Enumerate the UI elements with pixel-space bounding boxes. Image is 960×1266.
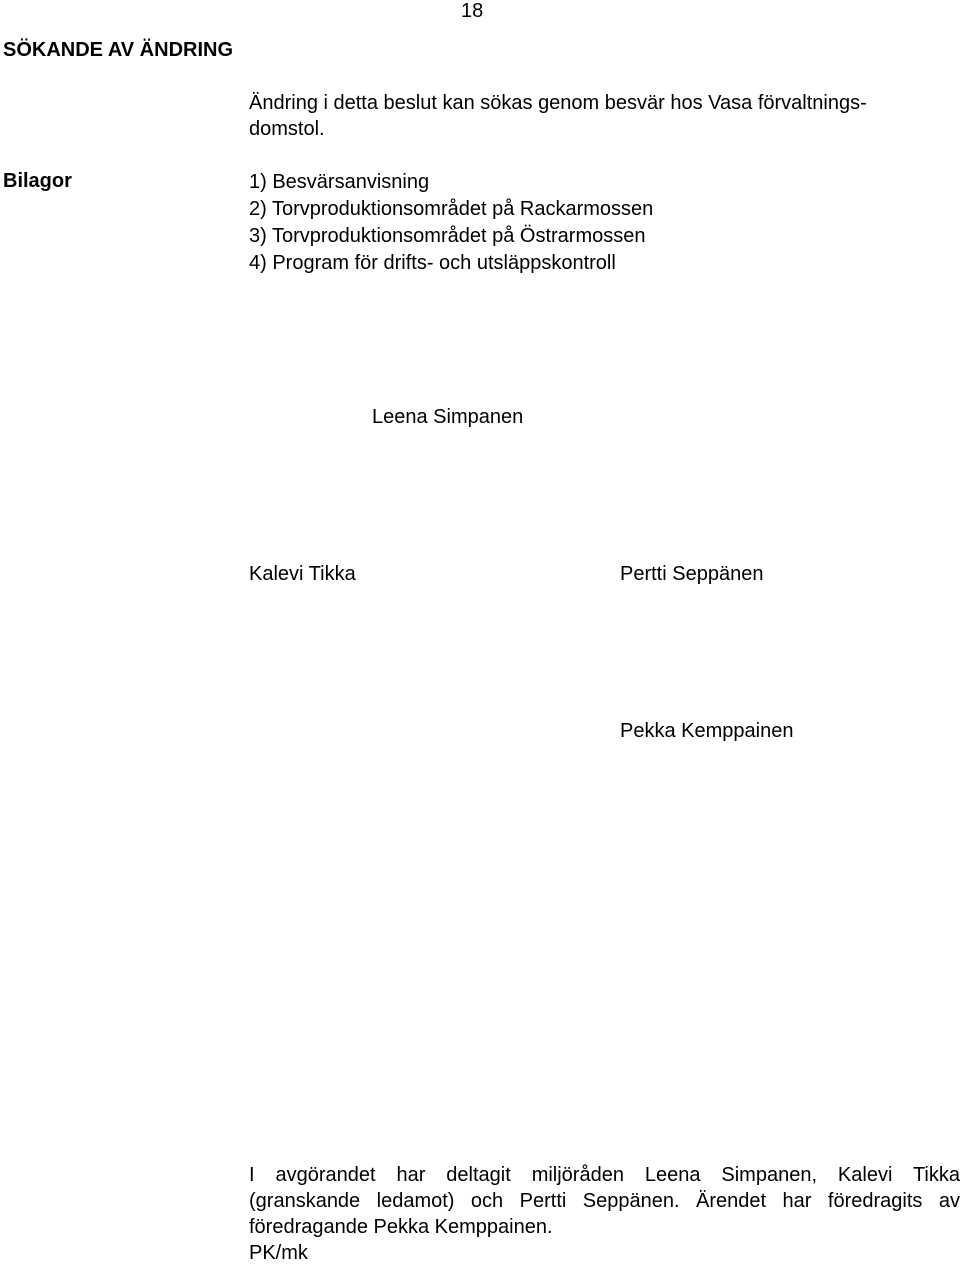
- page-number: 18: [461, 0, 484, 22]
- appeal-heading: SÖKANDE AV ÄNDRING: [3, 39, 234, 61]
- decision-note-line: (granskande ledamot) och Pertti Seppänen. Ärendet har föredragits av: [249, 1190, 960, 1212]
- attachment-item: 4) Program för drifts- och utsläppskontroll: [249, 252, 616, 274]
- decision-note-line: I avgörandet har deltagit miljöråden Leena Simpanen, Kalevi Tikka: [249, 1164, 960, 1186]
- signature-member-1: Kalevi Tikka: [249, 563, 356, 585]
- signature-member-2: Pertti Seppänen: [620, 563, 764, 585]
- signature-presenter: Pekka Kemppainen: [620, 720, 794, 742]
- attachment-item: 3) Torvproduktionsområdet på Östrarmossen: [249, 225, 646, 247]
- attachments-heading: Bilagor: [3, 170, 72, 192]
- appeal-text-line-2: domstol.: [249, 118, 325, 140]
- attachment-item: 2) Torvproduktionsområdet på Rackarmossen: [249, 198, 654, 220]
- decision-note-line: föredragande Pekka Kemppainen.: [249, 1216, 553, 1238]
- attachment-item: 1) Besvärsanvisning: [249, 171, 430, 193]
- attachments-list: [249, 169, 653, 277]
- decision-note: [249, 1162, 960, 1266]
- signature-chair: Leena Simpanen: [372, 406, 524, 428]
- appeal-text: [249, 90, 957, 142]
- decision-note-line: PK/mk: [249, 1242, 308, 1264]
- appeal-text-line-1: Ändring i detta beslut kan sökas genom besvär hos Vasa förvaltnings-: [249, 92, 867, 114]
